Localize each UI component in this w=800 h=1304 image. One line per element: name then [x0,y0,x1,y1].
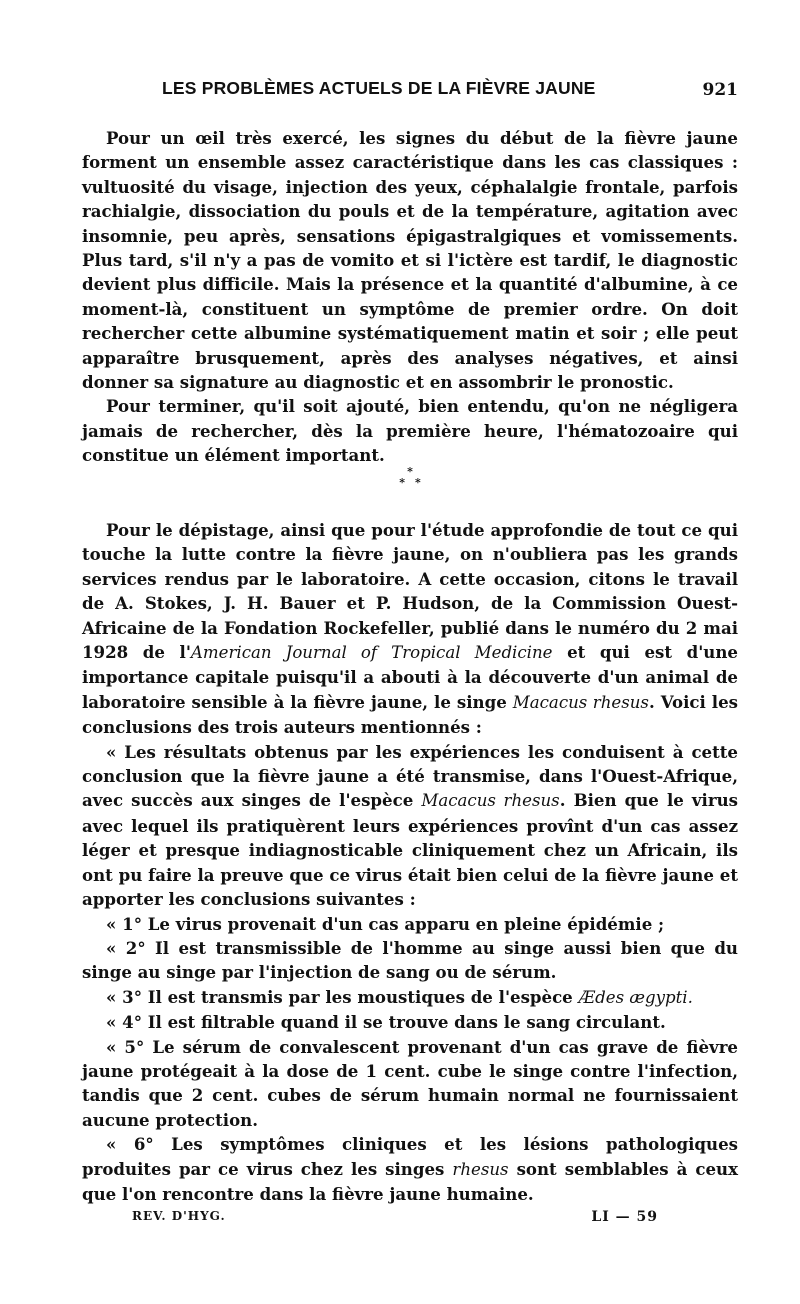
paragraph-hematozoaire: Pour terminer, qu'il soit ajouté, bien entendu, qu'on ne négligera jamais de rechercher, dès la première heure, l'hématozoaire qui constitue un élément important. [82,396,738,466]
species-name: rhesus [452,1159,509,1179]
footer-signature: LI — 59 [591,1209,658,1225]
conclusion-6: « 6° Les symptômes cliniques et les lésions pathologiques produites par ce virus chez les singes rhesus sont semblables à ceux que l'on rencontre dans la fièvre jaune humaine. [82,1134,738,1204]
conclusion-3: « 3° Il est transmis par les moustiques de l'espèce Ædes ægypti. [106,986,693,1007]
conclusion-1: « 1° Le virus provenait d'un cas apparu en pleine épidémie ; [106,913,665,934]
page-footer [132,1209,658,1229]
asterism-divider [82,466,738,488]
conclusion-4: « 4° Il est filtrable quand il se trouve dans le sang circulant. [106,1012,666,1033]
paragraph-laboratory: Pour le dépistage, ainsi que pour l'étude approfondie de tout ce qui touche la lutte contre la fièvre jaune, on n'oubliera pas les grands services rendus par le laboratoire. A cette occasion, citons le travail de A. Stokes, J. H. Bauer et P. Hudson, de la Commission Ouest-Africaine de la Fondation Rockefeller, publié dans le numéro du 2 mai 1928 de l'American Journal of Tropical Medicine et qui est d'une importance capitale puisqu'il a abouti à la découverte d'un animal de laboratoire sensible à la fièvre jaune, le singe Macacus rhesus. Voici les conclusions des trois auteurs mentionnés : [82,520,739,738]
species-name: Macacus rhesus [421,791,560,811]
body-text [82,126,739,1204]
paragraph-clinical-signs: Pour un œil très exercé, les signes du début de la fièvre jaune forment un ensemble assez caractéristique dans les cas classiques : vultuosité du visage, injection des yeux, céphalalgie frontale, parfois rachialgie, dissociation du pouls et de la température, agitation avec insomnie, peu après, sensations épigastralgiques et vomissements. Plus tard, s'il n'y a pas de vomito et si l'ictère est tardif, le diagnostic devient plus difficile. Mais la présence et la quantité d'albumine, à ce moment-là, constituent un symptôme de premier ordre. On doit rechercher cette albumine systématiquement matin et soir ; elle peut apparaître brusquement, après des analyses négatives, et ainsi donner sa signature au diagnostic et en assombrir le pronostic. [82,128,738,393]
species-name: Ædes ægypti. [578,987,693,1007]
asterism-bottom: ** [399,476,431,489]
paragraph-results: « Les résultats obtenus par les expériences les conduisent à cette conclusion que la fièvre jaune a été transmise, dans l'Ouest-Afrique, avec succès aux singes de l'espèce Macacus rhesus. Bien que le virus avec lequel ils pratiquèrent leurs expériences provînt d'un cas assez léger et presque indiagnosticable cliniquement chez un Africain, ils ont pu faire la preuve que ce virus était bien celui de la fièvre jaune et apporter les conclusions suivantes : [82,741,738,910]
species-name: Macacus rhesus [512,692,649,712]
footer-journal: REV. D'HYG. [132,1209,226,1223]
asterism-top: * [407,465,413,478]
section-laboratory [82,518,738,1206]
running-head [82,78,738,102]
conclusion-5: « 5° Le sérum de convalescent provenant d'un cas grave de fièvre jaune protégeait à la dose de 1 cent. cube le singe contre l'infection, tandis que 2 cent. cubes de sérum humain normal ne fournissaient aucune protection. [82,1036,738,1130]
running-title: LES PROBLÈMES ACTUELS DE LA FIÈVRE JAUNE [162,78,596,98]
page-number: 921 [702,80,738,100]
conclusion-2: « 2° Il est transmissible de l'homme au singe aussi bien que du singe au singe par l'injection de sang ou de sérum. [82,937,738,983]
journal-title: American Journal of Tropical Medicine [190,643,553,663]
